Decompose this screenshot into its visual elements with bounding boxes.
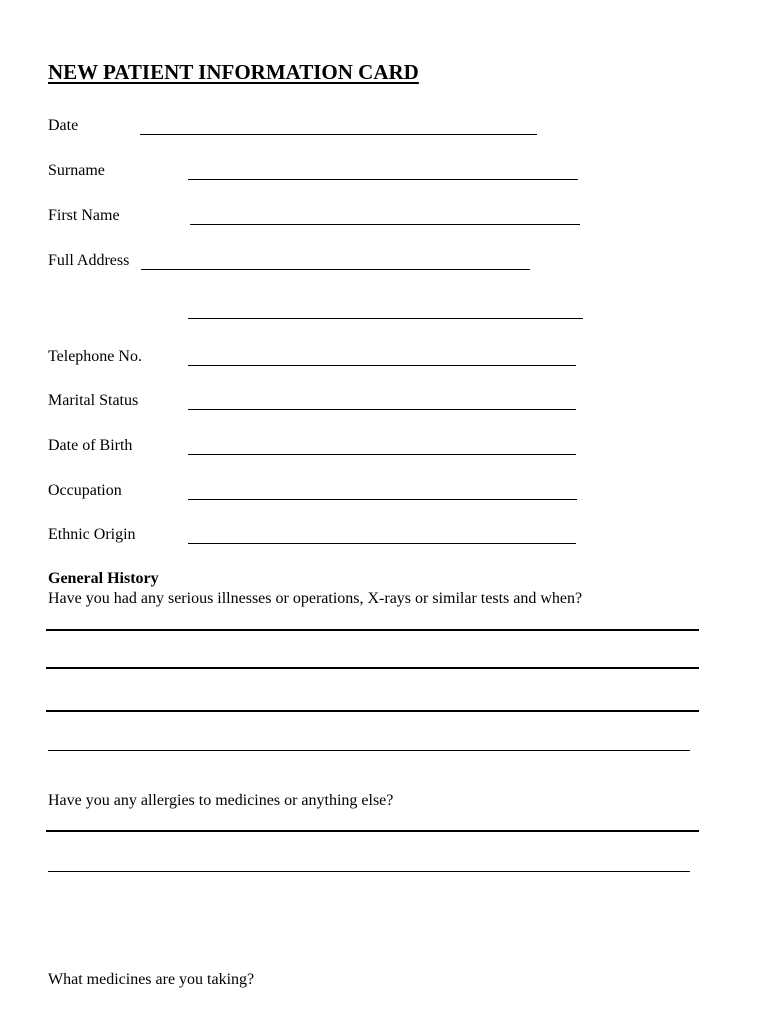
occupation-label: Occupation xyxy=(48,482,122,499)
illnesses-answer-line-4[interactable] xyxy=(48,750,690,751)
marital-status-field[interactable] xyxy=(188,409,576,410)
date-label: Date xyxy=(48,117,79,134)
form-title: NEW PATIENT INFORMATION CARD xyxy=(48,60,419,84)
ethnic-origin-label: Ethnic Origin xyxy=(48,526,136,543)
date-of-birth-field[interactable] xyxy=(188,454,576,455)
ethnic-origin-field[interactable] xyxy=(188,543,576,544)
illnesses-answer-line-2[interactable] xyxy=(46,667,699,669)
marital-status-label: Marital Status xyxy=(48,392,139,409)
allergies-question: Have you any allergies to medicines or anything else? xyxy=(48,792,394,809)
surname-label: Surname xyxy=(48,162,105,179)
first-name-field[interactable] xyxy=(190,224,580,225)
date-of-birth-label: Date of Birth xyxy=(48,437,133,454)
telephone-label: Telephone No. xyxy=(48,348,142,365)
allergies-answer-line-1[interactable] xyxy=(46,830,699,832)
full-address-field-line-2[interactable] xyxy=(188,318,583,319)
surname-field[interactable] xyxy=(188,179,578,180)
illnesses-answer-line-3[interactable] xyxy=(46,710,699,712)
allergies-answer-line-2[interactable] xyxy=(48,871,690,872)
full-address-label: Full Address xyxy=(48,252,130,269)
medicines-question: What medicines are you taking? xyxy=(48,971,255,988)
occupation-field[interactable] xyxy=(188,499,577,500)
date-field[interactable] xyxy=(140,134,537,135)
general-history-heading: General History xyxy=(48,570,159,587)
illnesses-question: Have you had any serious illnesses or operations, X-rays or similar tests and when? xyxy=(48,590,583,607)
telephone-field[interactable] xyxy=(188,365,576,366)
illnesses-answer-line-1[interactable] xyxy=(46,629,699,631)
first-name-label: First Name xyxy=(48,207,120,224)
full-address-field-line-1[interactable] xyxy=(141,269,530,270)
